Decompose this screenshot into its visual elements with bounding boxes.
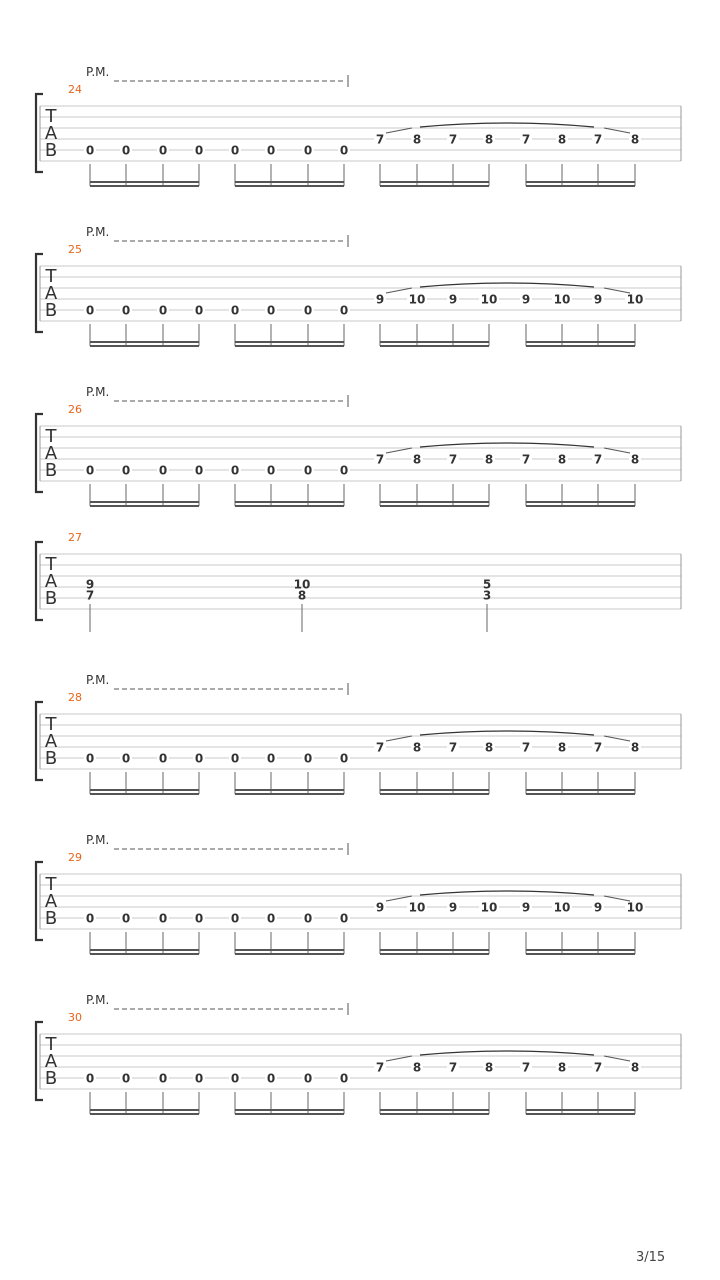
- fret-number: 7: [448, 1060, 458, 1075]
- beam-secondary: [380, 793, 489, 795]
- fret-number: 0: [194, 911, 204, 926]
- fret-number: 0: [158, 1071, 168, 1086]
- fret-number: 8: [630, 1060, 640, 1075]
- fret-number: 8: [412, 132, 422, 147]
- fret-number: 8: [557, 740, 567, 755]
- fret-number: 7: [593, 1060, 603, 1075]
- tab-system-30: [36, 993, 681, 1115]
- beam-primary: [90, 789, 199, 791]
- beam-primary: [90, 341, 199, 343]
- fret-number: 0: [339, 303, 349, 318]
- fret-number: 0: [303, 911, 313, 926]
- fret-number: 10: [480, 900, 498, 915]
- chord-fret-bottom: 7: [85, 588, 95, 603]
- fret-number: 0: [85, 1071, 95, 1086]
- fret-number: 9: [375, 292, 385, 307]
- measure-number: 29: [68, 851, 82, 864]
- beam-secondary: [380, 345, 489, 347]
- chord-fret-top: 5: [482, 577, 492, 592]
- beam-primary: [526, 501, 635, 503]
- fret-number: 7: [521, 132, 531, 147]
- fret-number: 0: [339, 143, 349, 158]
- fret-number: 8: [557, 1060, 567, 1075]
- beam-secondary: [235, 1113, 344, 1115]
- slur-arc: [420, 443, 594, 447]
- page-number: 3/15: [636, 1250, 666, 1265]
- tab-clef-letter: A: [44, 283, 58, 304]
- measure-number: 26: [68, 403, 82, 416]
- slur-arc: [420, 731, 594, 735]
- tab-clef-letter: T: [45, 266, 57, 287]
- tab-clef-letter: A: [44, 443, 58, 464]
- chord-fret-bottom: 3: [482, 588, 492, 603]
- fret-number: 0: [266, 911, 276, 926]
- beam-secondary: [90, 185, 199, 187]
- fret-number: 8: [412, 1060, 422, 1075]
- slur-arc: [420, 283, 594, 287]
- slur-end: [604, 736, 630, 741]
- fret-number: 0: [194, 751, 204, 766]
- fret-number: 0: [85, 911, 95, 926]
- beam-primary: [526, 949, 635, 951]
- fret-number: 0: [230, 463, 240, 478]
- slur-arc: [420, 1051, 594, 1055]
- slur-end: [604, 896, 630, 901]
- slur-start: [386, 1056, 412, 1061]
- beam-secondary: [526, 1113, 635, 1115]
- fret-number: 0: [303, 303, 313, 318]
- fret-number: 7: [593, 132, 603, 147]
- fret-number: 0: [266, 751, 276, 766]
- fret-number: 0: [121, 1071, 131, 1086]
- fret-number: 7: [375, 132, 385, 147]
- fret-number: 0: [158, 751, 168, 766]
- fret-number: 0: [230, 911, 240, 926]
- tab-clef-letter: T: [45, 554, 57, 575]
- beam-primary: [90, 1109, 199, 1111]
- fret-number: 8: [630, 132, 640, 147]
- beam-primary: [380, 341, 489, 343]
- beam-primary: [526, 789, 635, 791]
- beam-secondary: [526, 345, 635, 347]
- slur-end: [604, 288, 630, 293]
- beam-secondary: [90, 345, 199, 347]
- tab-system-24: [36, 65, 681, 187]
- slur-end: [604, 1056, 630, 1061]
- fret-number: 0: [194, 1071, 204, 1086]
- palm-mute-label: P.M.: [86, 673, 110, 687]
- beam-secondary: [380, 1113, 489, 1115]
- beam-secondary: [526, 185, 635, 187]
- fret-number: 8: [630, 452, 640, 467]
- beam-primary: [380, 501, 489, 503]
- beam-secondary: [235, 345, 344, 347]
- fret-number: 0: [303, 143, 313, 158]
- fret-number: 7: [375, 1060, 385, 1075]
- beam-primary: [526, 181, 635, 183]
- slur-arc: [420, 891, 594, 895]
- tab-clef-letter: B: [44, 908, 58, 929]
- fret-number: 0: [194, 143, 204, 158]
- tab-clef-letter: B: [44, 460, 58, 481]
- fret-number: 0: [158, 911, 168, 926]
- fret-number: 0: [303, 1071, 313, 1086]
- beam-secondary: [235, 793, 344, 795]
- fret-number: 0: [158, 143, 168, 158]
- fret-number: 7: [521, 1060, 531, 1075]
- fret-number: 7: [521, 740, 531, 755]
- slur-arc: [420, 123, 594, 127]
- beam-primary: [235, 949, 344, 951]
- beam-secondary: [235, 185, 344, 187]
- fret-number: 8: [630, 740, 640, 755]
- beam-secondary: [526, 505, 635, 507]
- tab-clef-letter: A: [44, 571, 58, 592]
- chord-fret-bottom: 8: [297, 588, 307, 603]
- fret-number: 7: [593, 452, 603, 467]
- fret-number: 0: [339, 751, 349, 766]
- beam-secondary: [380, 953, 489, 955]
- tab-clef-letter: B: [44, 300, 58, 321]
- palm-mute-label: P.M.: [86, 993, 110, 1007]
- beam-primary: [380, 181, 489, 183]
- palm-mute-label: P.M.: [86, 65, 110, 79]
- beam-secondary: [380, 185, 489, 187]
- fret-number: 0: [303, 751, 313, 766]
- fret-number: 9: [593, 292, 603, 307]
- fret-number: 0: [230, 1071, 240, 1086]
- fret-number: 8: [412, 740, 422, 755]
- beam-primary: [235, 1109, 344, 1111]
- fret-number: 7: [593, 740, 603, 755]
- fret-number: 0: [158, 303, 168, 318]
- beam-primary: [235, 181, 344, 183]
- fret-number: 8: [412, 452, 422, 467]
- tab-clef-letter: B: [44, 140, 58, 161]
- beam-secondary: [235, 953, 344, 955]
- fret-number: 0: [121, 143, 131, 158]
- beam-secondary: [90, 953, 199, 955]
- fret-number: 8: [484, 132, 494, 147]
- fret-number: 0: [85, 463, 95, 478]
- fret-number: 9: [593, 900, 603, 915]
- tab-system-26: [36, 385, 681, 507]
- slur-end: [604, 448, 630, 453]
- tab-clef-letter: B: [44, 748, 58, 769]
- tab-clef-letter: B: [44, 1068, 58, 1089]
- fret-number: 10: [553, 900, 571, 915]
- beam-primary: [90, 949, 199, 951]
- measure-number: 27: [68, 531, 82, 544]
- fret-number: 9: [521, 900, 531, 915]
- beam-secondary: [380, 505, 489, 507]
- beam-secondary: [235, 505, 344, 507]
- fret-number: 7: [375, 740, 385, 755]
- slur-start: [386, 736, 412, 741]
- fret-number: 0: [266, 463, 276, 478]
- fret-number: 10: [480, 292, 498, 307]
- fret-number: 10: [626, 292, 644, 307]
- fret-number: 7: [375, 452, 385, 467]
- beam-secondary: [90, 505, 199, 507]
- fret-number: 0: [303, 463, 313, 478]
- tab-system-27: [36, 531, 681, 632]
- beam-primary: [235, 789, 344, 791]
- fret-number: 0: [230, 303, 240, 318]
- fret-number: 0: [121, 911, 131, 926]
- beam-primary: [90, 181, 199, 183]
- fret-number: 0: [158, 463, 168, 478]
- fret-number: 0: [339, 911, 349, 926]
- fret-number: 8: [484, 452, 494, 467]
- beam-secondary: [526, 793, 635, 795]
- tab-system-28: [36, 673, 681, 795]
- fret-number: 10: [553, 292, 571, 307]
- measure-number: 24: [68, 83, 82, 96]
- fret-number: 9: [448, 292, 458, 307]
- palm-mute-label: P.M.: [86, 225, 110, 239]
- tab-clef-letter: A: [44, 123, 58, 144]
- tab-system-25: [36, 225, 681, 347]
- beam-primary: [380, 1109, 489, 1111]
- fret-number: 0: [266, 1071, 276, 1086]
- fret-number: 7: [521, 452, 531, 467]
- fret-number: 0: [339, 463, 349, 478]
- measure-number: 30: [68, 1011, 82, 1024]
- fret-number: 0: [339, 1071, 349, 1086]
- beam-primary: [235, 501, 344, 503]
- fret-number: 9: [448, 900, 458, 915]
- fret-number: 10: [408, 900, 426, 915]
- fret-number: 0: [121, 463, 131, 478]
- fret-number: 0: [266, 303, 276, 318]
- slur-end: [604, 128, 630, 133]
- tab-clef-letter: T: [45, 874, 57, 895]
- fret-number: 8: [557, 132, 567, 147]
- tab-clef-letter: T: [45, 106, 57, 127]
- fret-number: 0: [194, 463, 204, 478]
- tab-clef-letter: B: [44, 588, 58, 609]
- fret-number: 9: [521, 292, 531, 307]
- tab-clef-letter: T: [45, 714, 57, 735]
- tab-clef-letter: T: [45, 1034, 57, 1055]
- fret-number: 7: [448, 452, 458, 467]
- fret-number: 0: [230, 143, 240, 158]
- fret-number: 0: [230, 751, 240, 766]
- beam-primary: [380, 789, 489, 791]
- fret-number: 0: [85, 751, 95, 766]
- fret-number: 10: [408, 292, 426, 307]
- chord-fret-top: 10: [293, 577, 311, 592]
- fret-number: 8: [484, 1060, 494, 1075]
- tab-clef-letter: A: [44, 731, 58, 752]
- beam-secondary: [526, 953, 635, 955]
- fret-number: 0: [85, 303, 95, 318]
- tab-system-29: [36, 833, 681, 955]
- beam-secondary: [90, 793, 199, 795]
- beam-primary: [526, 1109, 635, 1111]
- beam-primary: [235, 341, 344, 343]
- tab-clef-letter: A: [44, 1051, 58, 1072]
- beam-secondary: [90, 1113, 199, 1115]
- fret-number: 9: [375, 900, 385, 915]
- fret-number: 7: [448, 132, 458, 147]
- chord-fret-top: 9: [85, 577, 95, 592]
- fret-number: 0: [121, 303, 131, 318]
- fret-number: 7: [448, 740, 458, 755]
- beam-primary: [90, 501, 199, 503]
- fret-number: 0: [121, 751, 131, 766]
- fret-number: 0: [266, 143, 276, 158]
- fret-number: 0: [85, 143, 95, 158]
- fret-number: 0: [194, 303, 204, 318]
- palm-mute-label: P.M.: [86, 385, 110, 399]
- beam-primary: [526, 341, 635, 343]
- fret-number: 10: [626, 900, 644, 915]
- tab-clef-letter: T: [45, 426, 57, 447]
- measure-number: 28: [68, 691, 82, 704]
- fret-number: 8: [484, 740, 494, 755]
- slur-start: [386, 128, 412, 133]
- tab-clef-letter: A: [44, 891, 58, 912]
- fret-number: 8: [557, 452, 567, 467]
- palm-mute-label: P.M.: [86, 833, 110, 847]
- slur-start: [386, 448, 412, 453]
- measure-number: 25: [68, 243, 82, 256]
- beam-primary: [380, 949, 489, 951]
